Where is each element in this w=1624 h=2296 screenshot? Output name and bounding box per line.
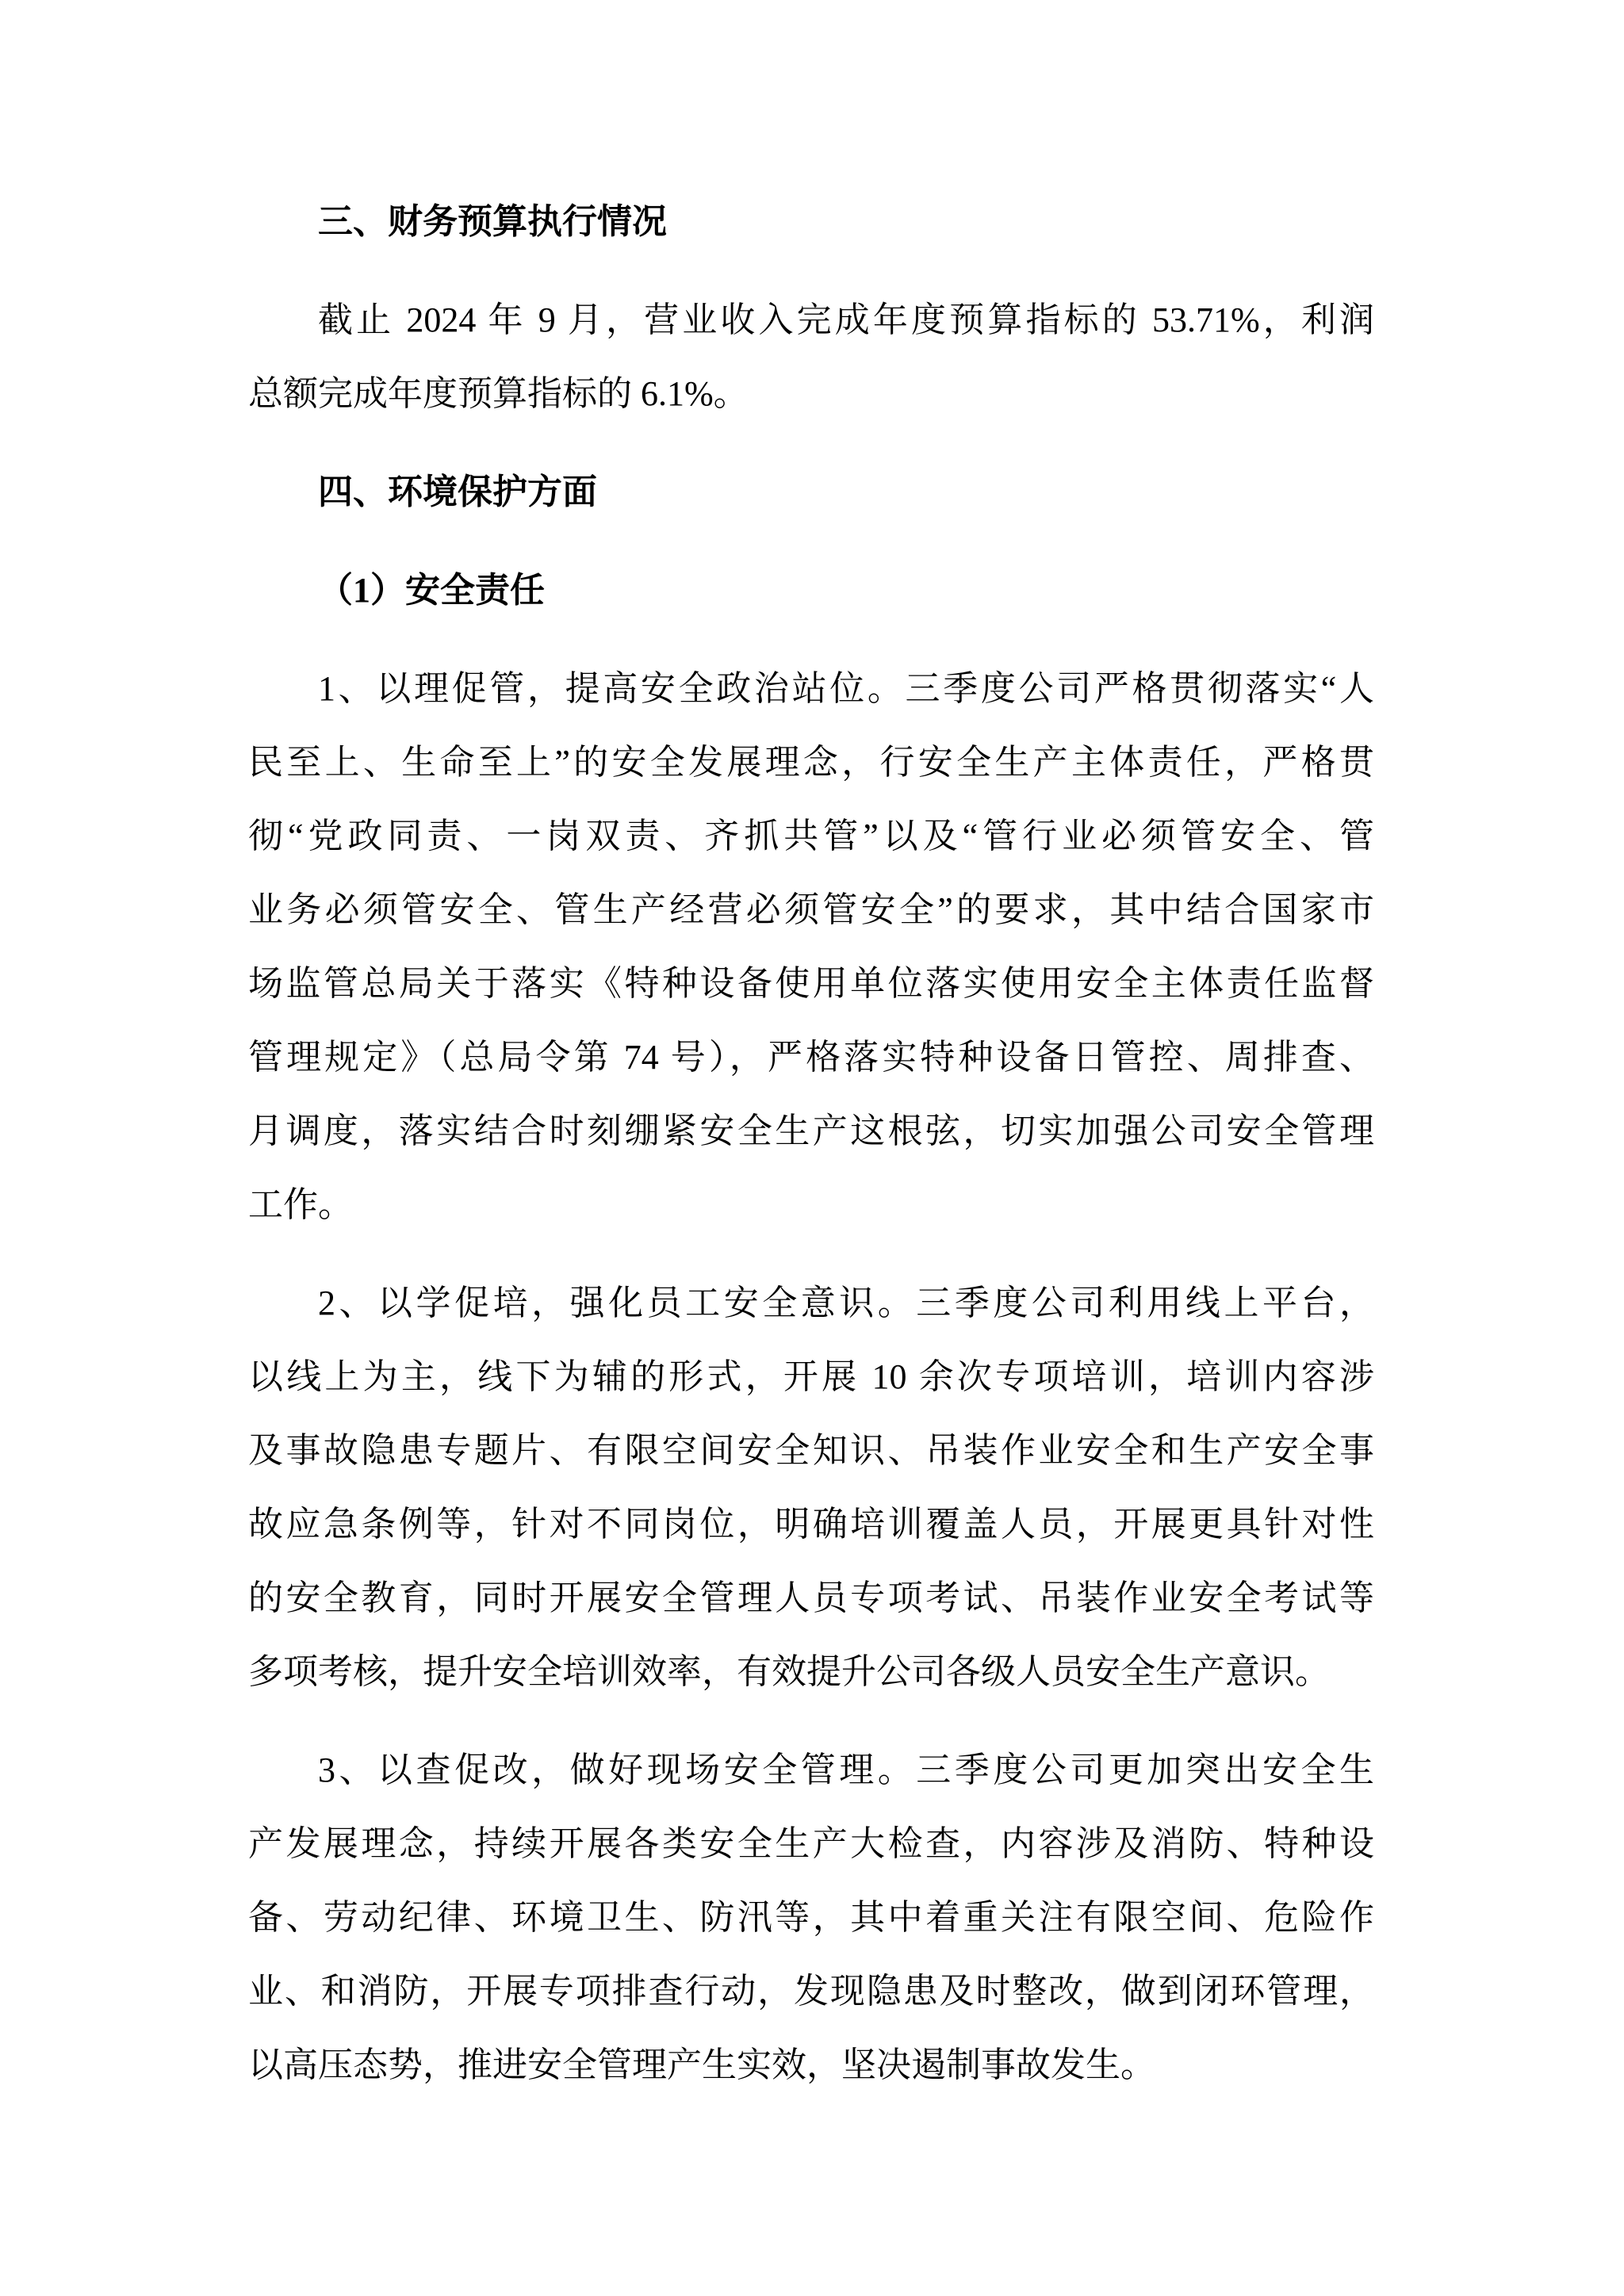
paragraph-text-line: 产发展理念，持续开展各类安全生产大检查，内容涉及消防、特种设 [248,1824,1374,1863]
paragraph-text-line: 以高压态势，推进安全管理产生实效，坚决遏制事故发生。 [248,2045,1155,2084]
paragraph-text-line: 3、以查促改，做好现场安全管理。三季度公司更加突出安全生 [318,1751,1374,1789]
paragraph-text-line: 故应急条例等，针对不同岗位，明确培训覆盖人员，开展更具针对性 [248,1505,1374,1544]
paragraph-text-line: 的安全教育，同时开展安全管理人员专项考试、吊装作业安全考试等 [248,1578,1374,1617]
paragraph-text-line: 1、以理促管，提高安全政治站位。三季度公司严格贯彻落实“人 [318,669,1374,708]
paragraph-text-line: 工作。 [248,1185,353,1224]
subsection-heading-safety-responsibility [248,553,1374,627]
paragraph-safety-item-1 [248,652,1374,1242]
paragraph-text-line: 备、劳动纪律、环境卫生、防汛等，其中着重关注有限空间、危险作 [248,1898,1374,1937]
heading-text-line: 四、环境保护方面 [318,473,597,511]
heading-text-line: 三、财务预算执行情况 [318,202,667,241]
paragraph-text-line: 及事故隐患专题片、有限空间安全知识、吊装作业安全和生产安全事 [248,1431,1374,1470]
paragraph-text-line: 彻“党政同责、一岗双责、齐抓共管”以及“管行业必须管安全、管 [248,817,1374,855]
paragraph-text-line: 2、以学促培，强化员工安全意识。三季度公司利用线上平台， [318,1284,1374,1322]
paragraph-text-line: 月调度，落实结合时刻绷紧安全生产这根弦，切实加强公司安全管理 [248,1112,1374,1150]
paragraph-budget-status [248,283,1374,430]
document-content [248,0,1374,2126]
paragraph-safety-item-3 [248,1733,1374,2102]
section-heading-environment [248,455,1374,529]
paragraph-safety-item-2 [248,1266,1374,1709]
heading-text-line: （1）安全责任 [318,571,545,610]
paragraph-text-line: 业务必须管安全、管生产经营必须管安全”的要求，其中结合国家市 [248,890,1374,929]
paragraph-text-line: 多项考核，提升安全培训效率，有效提升公司各级人员安全生产意识。 [248,1652,1330,1691]
paragraph-text-line: 截止 2024 年 9 月，营业收入完成年度预算指标的 53.71%，利润 [318,300,1374,339]
paragraph-text-line: 管理规定》（总局令第 74 号），严格落实特种设备日管控、周排查、 [248,1038,1374,1077]
paragraph-text-line: 以线上为主，线下为辅的形式，开展 10 余次专项培训，培训内容涉 [248,1357,1374,1396]
paragraph-text-line: 民至上、生命至上”的安全发展理念，行安全生产主体责任，严格贯 [248,743,1374,782]
paragraph-text-line: 场监管总局关于落实《特种设备使用单位落实使用安全主体责任监督 [248,964,1374,1003]
paragraph-text-line: 业、和消防，开展专项排查行动，发现隐患及时整改，做到闭环管理， [248,1972,1374,2011]
paragraph-text-line: 总额完成年度预算指标的 6.1%。 [248,374,749,413]
section-heading-budget [248,185,1374,258]
